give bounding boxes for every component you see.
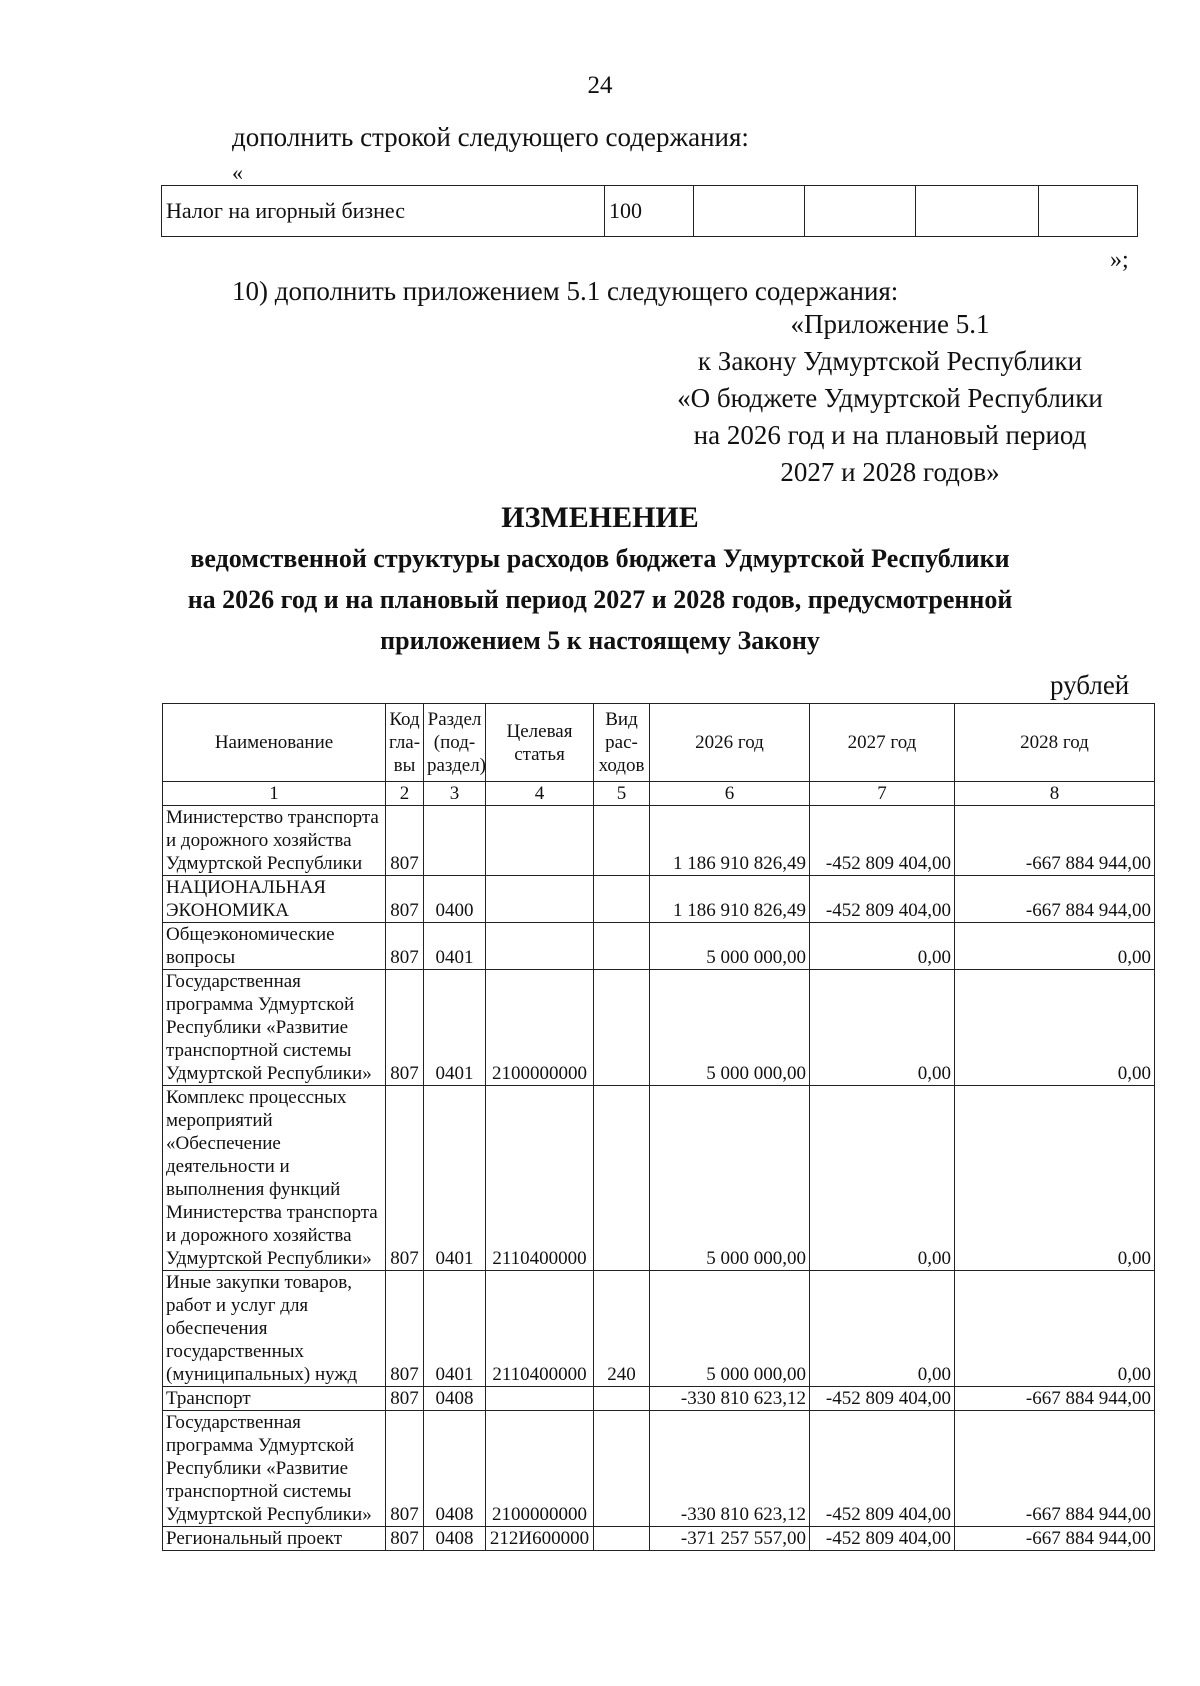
- title-line: приложением 5 к настоящему Закону: [380, 626, 820, 655]
- row-2026: 5 000 000,00: [650, 923, 810, 970]
- header-target: Целевая статья: [486, 704, 594, 782]
- row-chapter: 807: [386, 806, 424, 876]
- title-line: на 2026 год и на плановый период 2027 и 2028 годов, предусмотренной: [187, 585, 1013, 614]
- row-2027: 0,00: [810, 923, 955, 970]
- row-chapter: 807: [386, 923, 424, 970]
- row-2026: 5 000 000,00: [650, 1271, 810, 1387]
- row-chapter: 807: [386, 1271, 424, 1387]
- item-10-text: 10) дополнить приложением 5.1 следующего содержания:: [232, 276, 899, 306]
- table-row: [163, 1086, 1155, 1271]
- row-2026: -371 257 557,00: [650, 1527, 810, 1551]
- opening-quote: «: [232, 160, 243, 185]
- row-2027: 0,00: [810, 970, 955, 1086]
- units-label: рублей: [1050, 670, 1130, 700]
- row-2027: -452 809 404,00: [810, 876, 955, 923]
- row-target: [486, 923, 594, 970]
- row-2026: 5 000 000,00: [650, 1086, 810, 1271]
- row-section: 0408: [424, 1411, 486, 1527]
- row-chapter: 807: [386, 1411, 424, 1527]
- row-expense: [594, 1387, 650, 1411]
- row-2026: 1 186 910 826,49: [650, 876, 810, 923]
- empty-cell: [805, 186, 916, 237]
- column-number: 1: [163, 782, 386, 806]
- row-2028: 0,00: [955, 923, 1155, 970]
- budget-table: [162, 703, 1155, 1551]
- row-target: 2100000000: [486, 970, 594, 1086]
- row-target: [486, 1387, 594, 1411]
- row-section: [424, 806, 486, 876]
- row-name: Общеэкономические вопросы: [163, 923, 386, 970]
- table-row: [162, 186, 1138, 237]
- row-target: 2110400000: [486, 1271, 594, 1387]
- appendix-line: «Приложение 5.1: [790, 309, 990, 339]
- row-expense: 240: [594, 1271, 650, 1387]
- row-name: Иные закупки товаров, работ и услуг для обеспечения государственных (муниципальных) нужд: [163, 1271, 386, 1387]
- row-chapter: 807: [386, 970, 424, 1086]
- gambling-tax-table: [161, 185, 1138, 237]
- row-2028: 0,00: [955, 970, 1155, 1086]
- row-chapter: 807: [386, 1387, 424, 1411]
- row-expense: [594, 876, 650, 923]
- empty-cell: [916, 186, 1039, 237]
- column-number-row: [163, 782, 1155, 806]
- row-2026: -330 810 623,12: [650, 1387, 810, 1411]
- intro-text: дополнить строкой следующего содержания:: [232, 122, 749, 152]
- header-expense: Вид рас-ходов: [594, 704, 650, 782]
- appendix-line: 2027 и 2028 годов»: [780, 457, 1000, 487]
- column-number: 2: [386, 782, 424, 806]
- row-section: 0408: [424, 1527, 486, 1551]
- row-2027: -452 809 404,00: [810, 1411, 955, 1527]
- row-2026: -330 810 623,12: [650, 1411, 810, 1527]
- row-2027: -452 809 404,00: [810, 806, 955, 876]
- row-expense: [594, 970, 650, 1086]
- row-2027: -452 809 404,00: [810, 1387, 955, 1411]
- column-number: 4: [486, 782, 594, 806]
- closing-quote: »;: [1110, 247, 1129, 273]
- row-name: Транспорт: [163, 1387, 386, 1411]
- table-row: [163, 1271, 1155, 1387]
- table-row: [163, 1411, 1155, 1527]
- row-2028: -667 884 944,00: [955, 806, 1155, 876]
- document-title: [0, 497, 1200, 661]
- table-row: [163, 923, 1155, 970]
- column-number: 3: [424, 782, 486, 806]
- row-name: Государственная программа Удмуртской Республики «Развитие транспортной системы Удмуртской Республики»: [163, 970, 386, 1086]
- page-number: 24: [587, 72, 613, 99]
- tax-code-cell: 100: [605, 186, 694, 237]
- header-2027: 2027 год: [810, 704, 955, 782]
- row-expense: [594, 1527, 650, 1551]
- row-name: Государственная программа Удмуртской Республики «Развитие транспортной системы Удмуртской Республики»: [163, 1411, 386, 1527]
- table-row: [163, 806, 1155, 876]
- title-main: ИЗМЕНЕНИЕ: [501, 501, 699, 534]
- row-section: 0408: [424, 1387, 486, 1411]
- table-row: [163, 876, 1155, 923]
- row-2028: -667 884 944,00: [955, 1527, 1155, 1551]
- row-chapter: 807: [386, 1086, 424, 1271]
- table-row: [163, 1527, 1155, 1551]
- row-2026: 5 000 000,00: [650, 970, 810, 1086]
- row-chapter: 807: [386, 876, 424, 923]
- header-chapter: Код гла-вы: [386, 704, 424, 782]
- row-expense: [594, 1411, 650, 1527]
- row-2027: 0,00: [810, 1086, 955, 1271]
- row-section: 0400: [424, 876, 486, 923]
- column-number: 6: [650, 782, 810, 806]
- header-2026: 2026 год: [650, 704, 810, 782]
- tax-name-cell: Налог на игорный бизнес: [162, 186, 605, 237]
- row-2027: -452 809 404,00: [810, 1527, 955, 1551]
- row-chapter: 807: [386, 1527, 424, 1551]
- column-number: 7: [810, 782, 955, 806]
- appendix-line: к Закону Удмуртской Республики: [697, 346, 1083, 376]
- row-target: 2100000000: [486, 1411, 594, 1527]
- row-2028: -667 884 944,00: [955, 1411, 1155, 1527]
- row-section: 0401: [424, 923, 486, 970]
- row-expense: [594, 1086, 650, 1271]
- row-2027: 0,00: [810, 1271, 955, 1387]
- row-expense: [594, 923, 650, 970]
- row-2028: 0,00: [955, 1271, 1155, 1387]
- row-target: 212И600000: [486, 1527, 594, 1551]
- header-row: [163, 704, 1155, 782]
- row-target: [486, 876, 594, 923]
- row-section: 0401: [424, 970, 486, 1086]
- row-name: Региональный проект: [163, 1527, 386, 1551]
- row-2028: 0,00: [955, 1086, 1155, 1271]
- row-section: 0401: [424, 1271, 486, 1387]
- row-target: 2110400000: [486, 1086, 594, 1271]
- empty-cell: [1039, 186, 1138, 237]
- header-2028: 2028 год: [955, 704, 1155, 782]
- row-section: 0401: [424, 1086, 486, 1271]
- row-name: Комплекс процессных мероприятий «Обеспечение деятельности и выполнения функций Министерства транспорта и дорожного хозяйства Удмуртской Республики»: [163, 1086, 386, 1271]
- empty-cell: [694, 186, 805, 237]
- column-number: 5: [594, 782, 650, 806]
- row-expense: [594, 806, 650, 876]
- row-target: [486, 806, 594, 876]
- row-2028: -667 884 944,00: [955, 876, 1155, 923]
- table-row: [163, 1387, 1155, 1411]
- appendix-line: на 2026 год и на плановый период: [693, 420, 1087, 450]
- appendix-header: [640, 306, 1140, 491]
- title-line: ведомственной структуры расходов бюджета Удмуртской Республики: [190, 544, 1010, 573]
- appendix-line: «О бюджете Удмуртской Республики: [677, 383, 1103, 413]
- table-row: [163, 970, 1155, 1086]
- header-name: Наименование: [163, 704, 386, 782]
- row-name: Министерство транспорта и дорожного хозяйства Удмуртской Республики: [163, 806, 386, 876]
- row-name: НАЦИОНАЛЬНАЯ ЭКОНОМИКА: [163, 876, 386, 923]
- header-section: Раздел (под-раздел): [424, 704, 486, 782]
- row-2026: 1 186 910 826,49: [650, 806, 810, 876]
- column-number: 8: [955, 782, 1155, 806]
- row-2028: -667 884 944,00: [955, 1387, 1155, 1411]
